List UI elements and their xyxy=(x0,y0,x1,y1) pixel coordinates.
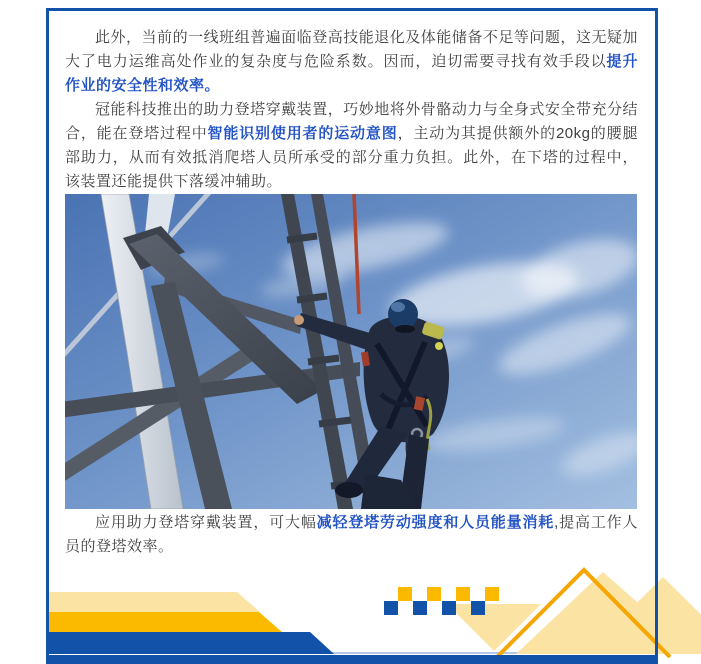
footer-checker-squares xyxy=(384,587,500,615)
text-segment: ，主动为其提供额外的20kg的腰腿部助力，从而有效抵消爬塔人员所承受的部分重力负担。此外，在下塔的过程中，该装置还能提供下落缓冲辅助。 xyxy=(65,125,638,190)
text-segment: 此外，当前的一线班组普遍面临登高技能退化及体能储备不足等问题，这无疑加大了电力运维高处作业的复杂度与危险系数。因而，迫切需要寻找有效手段以 xyxy=(65,29,638,70)
frame-border-right xyxy=(655,8,658,664)
frame-border-top xyxy=(46,8,658,11)
checker-square-blue xyxy=(384,601,398,615)
highlight-segment: 提升作业的安全性和效率。 xyxy=(65,53,638,94)
footer-bar-gold xyxy=(49,612,282,632)
tower-climb-photo xyxy=(65,194,637,509)
footer-bar-blue xyxy=(49,632,334,654)
checker-square-blue xyxy=(442,601,456,615)
text-segment: ,提高工作人员的登塔效率。 xyxy=(65,514,638,555)
checker-square-gold xyxy=(398,587,412,601)
text-segment: 冠能科技推出的助力登塔穿戴装置，巧妙地将外骨骼动力与全身式安全带充分结合，能在登塔过程中 xyxy=(65,101,638,142)
paragraph-1 xyxy=(65,26,638,98)
article-body xyxy=(65,11,638,559)
checker-square-blue xyxy=(471,601,485,615)
highlight-segment: 减轻登塔劳动强度和人员能量消耗 xyxy=(316,514,555,531)
paragraph-2 xyxy=(65,98,638,194)
tower-climb-photo-illustration xyxy=(65,194,637,509)
checker-square-gold xyxy=(456,587,470,601)
checker-square-gold xyxy=(485,587,499,601)
footer-blue-bar xyxy=(46,655,658,664)
footer-bar-light-yellow xyxy=(49,592,260,612)
paragraph-3 xyxy=(65,511,638,559)
checker-square-blue xyxy=(413,601,427,615)
text-segment: 应用助力登塔穿戴装置，可大幅 xyxy=(95,514,317,531)
frame-border-left xyxy=(46,8,49,664)
highlight-segment: 智能识别使用者的运动意图 xyxy=(207,125,398,142)
checker-square-gold xyxy=(427,587,441,601)
